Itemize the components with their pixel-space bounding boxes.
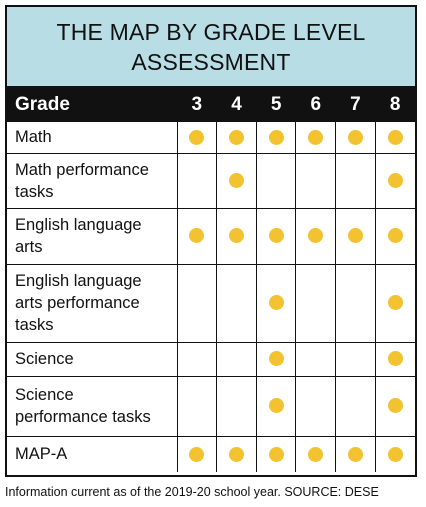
grade-cell <box>217 153 257 208</box>
header-grade-7: 7 <box>336 88 376 122</box>
source-footnote: Information current as of the 2019-20 school year. SOURCE: DESE <box>5 485 379 499</box>
grade-cell <box>256 208 296 264</box>
title-block <box>7 7 415 88</box>
grade-cell <box>256 436 296 472</box>
grade-cell <box>336 436 376 472</box>
grade-cell <box>336 208 376 264</box>
header-grade-3: 3 <box>177 88 217 122</box>
table-row <box>7 153 415 208</box>
subject-science: Science <box>7 342 177 376</box>
assessment-dot <box>269 447 284 462</box>
assessment-dot <box>388 295 403 310</box>
subject-english-language-arts-performance-tasks: English language arts performance tasks <box>7 264 177 342</box>
assessment-dot <box>308 447 323 462</box>
grade-cell <box>375 376 415 436</box>
grade-cell <box>217 436 257 472</box>
grade-cell <box>177 376 217 436</box>
assessment-dot <box>269 398 284 413</box>
subject-map-a: MAP-A <box>7 436 177 472</box>
table-row <box>7 264 415 342</box>
assessment-dot <box>229 447 244 462</box>
title-line-1: THE MAP BY GRADE LEVEL <box>56 18 366 45</box>
assessment-dot <box>269 228 284 243</box>
grade-cell <box>336 376 376 436</box>
grade-cell <box>177 153 217 208</box>
subject-math: Math <box>7 122 177 153</box>
header-grade-4: 4 <box>217 88 257 122</box>
table-body <box>7 122 415 472</box>
assessment-dot <box>189 228 204 243</box>
grade-cell <box>256 153 296 208</box>
assessment-dot <box>348 228 363 243</box>
grade-cell <box>177 436 217 472</box>
grade-cell <box>296 264 336 342</box>
grade-cell <box>336 264 376 342</box>
grade-cell <box>296 376 336 436</box>
header-grade-5: 5 <box>256 88 296 122</box>
header-grade-label: Grade <box>7 88 177 122</box>
table-row <box>7 376 415 436</box>
title-line-2: ASSESSMENT <box>131 48 291 75</box>
grade-cell <box>296 208 336 264</box>
table-row <box>7 122 415 153</box>
grade-cell <box>177 264 217 342</box>
grade-cell <box>217 376 257 436</box>
assessment-dot <box>388 173 403 188</box>
grade-cell <box>375 436 415 472</box>
assessment-dot <box>189 447 204 462</box>
grade-cell <box>336 122 376 153</box>
assessment-dot <box>269 351 284 366</box>
grade-cell <box>375 122 415 153</box>
assessment-grade-table <box>7 88 415 472</box>
grade-cell <box>375 208 415 264</box>
assessment-dot <box>348 447 363 462</box>
assessment-dot <box>388 130 403 145</box>
grade-cell <box>177 342 217 376</box>
table-header <box>7 88 415 122</box>
assessment-dot <box>229 130 244 145</box>
grade-cell <box>296 342 336 376</box>
grade-cell <box>256 264 296 342</box>
header-grade-8: 8 <box>375 88 415 122</box>
grade-cell <box>177 122 217 153</box>
assessment-dot <box>388 228 403 243</box>
table-row <box>7 342 415 376</box>
assessment-table-frame <box>5 5 417 477</box>
grade-cell <box>217 208 257 264</box>
assessment-dot <box>388 447 403 462</box>
subject-math-performance-tasks: Math performance tasks <box>7 153 177 208</box>
grade-cell <box>217 122 257 153</box>
header-row <box>7 88 415 122</box>
grade-cell <box>256 342 296 376</box>
assessment-dot <box>388 398 403 413</box>
grade-cell <box>296 436 336 472</box>
grade-cell <box>217 342 257 376</box>
assessment-dot <box>229 173 244 188</box>
assessment-dot <box>308 228 323 243</box>
grade-cell <box>296 153 336 208</box>
grade-cell <box>296 122 336 153</box>
assessment-dot <box>269 295 284 310</box>
grade-cell <box>375 342 415 376</box>
table-row <box>7 208 415 264</box>
assessment-dot <box>269 130 284 145</box>
table-row <box>7 436 415 472</box>
grade-cell <box>336 153 376 208</box>
grade-cell <box>375 153 415 208</box>
grade-cell <box>256 122 296 153</box>
assessment-dot <box>189 130 204 145</box>
grade-cell <box>217 264 257 342</box>
assessment-dot <box>348 130 363 145</box>
grade-cell <box>375 264 415 342</box>
grade-cell <box>177 208 217 264</box>
grade-cell <box>256 376 296 436</box>
header-grade-6: 6 <box>296 88 336 122</box>
assessment-dot <box>308 130 323 145</box>
assessment-dot <box>388 351 403 366</box>
subject-english-language-arts: English language arts <box>7 208 177 264</box>
subject-science-performance-tasks: Science performance tasks <box>7 376 177 436</box>
grade-cell <box>336 342 376 376</box>
assessment-dot <box>229 228 244 243</box>
